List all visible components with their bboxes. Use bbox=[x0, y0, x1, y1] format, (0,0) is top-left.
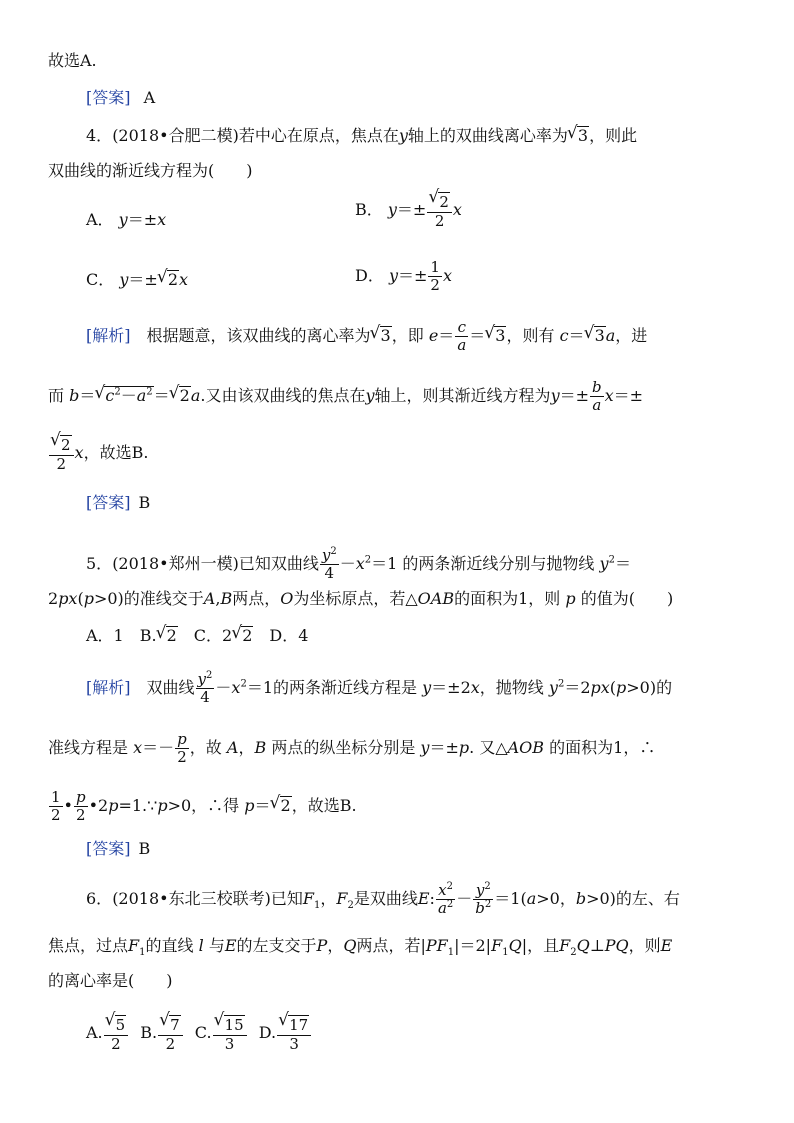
q4-analysis-line1: [解析] 根据题意，该双曲线的离心率为√ 3，即 e＝ $\frac{c}{a}$ ＝√ 3，则有 c＝√ 3a，进 bbox=[86, 320, 794, 353]
q6-option-c: C. √ $\frac{15}{3}$ bbox=[195, 1023, 248, 1042]
q5-analysis-line2: 准线方程是 x＝－ $\frac{p}{2}$ ，故 A，B 两点的纵坐标分别是 y＝±p. 又△AOB 的面积为1，∴ bbox=[48, 730, 656, 766]
q5-analysis-line1: [解析] 双曲线 $\frac{y^2}{4}$ $-x^2=1$的两条渐近线方程是 y＝±2x，抛物线 $y^2=2px(p>0)$的 bbox=[86, 670, 673, 706]
q5-stem-line1: 5．(2018•郑州一模)已知双曲线 $\frac{y^2}{4}$ $-x^2=1$ 的两条渐近线分别与抛物线 $y^2=$ bbox=[86, 546, 631, 582]
q5-stem-line2: 2px(p>0)的准线交于A,B两点，O为坐标原点，若△OAB的面积为1，则 p 的值为( ) bbox=[48, 589, 674, 608]
prev-conclusion: 故选A. bbox=[48, 51, 97, 70]
q6-option-d: D. √ $\frac{17}{3}$ bbox=[259, 1023, 312, 1042]
answer-value: A bbox=[143, 88, 156, 107]
q6-option-b: B. √ $\frac{7}{2}$ bbox=[140, 1023, 183, 1042]
q5-options: A．1 B.√ 2 C．2√ 2 D．4 bbox=[86, 625, 794, 647]
q6-stem-line3: 的离心率是( ) bbox=[48, 971, 173, 990]
q6-stem-line2: 焦点，过点$F_1$的直线 l 与E的左支交于P，Q两点，若$|PF_1|=2|F_1Q|$，且$F_2Q\perp PQ$，则E bbox=[48, 936, 673, 959]
q4-option-a: A． y＝±x bbox=[86, 210, 167, 229]
q4-analysis-line2: 而 b＝√ $c^2-a^2=√$ 2a.又由该双曲线的焦点在y轴上，则其渐近线方程为y＝± $\frac{b}{a}$ x＝± bbox=[48, 380, 794, 413]
q4-option-c: C． y＝±√ 2x bbox=[86, 267, 188, 290]
q4-option-d: D． y＝± $\frac{1}{2}$ x bbox=[355, 258, 452, 294]
q6-options bbox=[86, 1015, 794, 1052]
q6-option-a: A. √ $\frac{5}{2}$ bbox=[86, 1023, 129, 1042]
q6-stem-line1: 6．(2018•东北三校联考)已知$F_1$，$F_2$是双曲线E: $\frac{x^2}{a^2}$ － $\frac{y^2}{b^2}$ ＝1(a>0，b>0)的左、右 bbox=[86, 881, 680, 917]
prev-answer bbox=[86, 87, 794, 109]
answer-tag: [答案] bbox=[86, 88, 131, 107]
q4-analysis-line3: √ $\frac{2}{2}$ x，故选B. bbox=[48, 435, 794, 472]
q5-answer: [答案] B bbox=[86, 839, 151, 858]
q5-analysis-line3: $\frac{1}{2}$ • $\frac{p}{2}$ •2p=1.∵p>0，∴得 p＝√ 2，故选B. bbox=[48, 790, 794, 823]
q4-stem-line1: 4．(2018•合肥二模)若中心在原点，焦点在y轴上的双曲线离心率为√ 3，则此 bbox=[86, 125, 794, 147]
q4-option-b: B． y＝± √ $\frac{2}{2}$ x bbox=[355, 192, 462, 229]
q4-stem-line2: 双曲线的渐近线方程为( ) bbox=[48, 161, 253, 180]
q4-answer: [答案] B bbox=[86, 493, 151, 512]
